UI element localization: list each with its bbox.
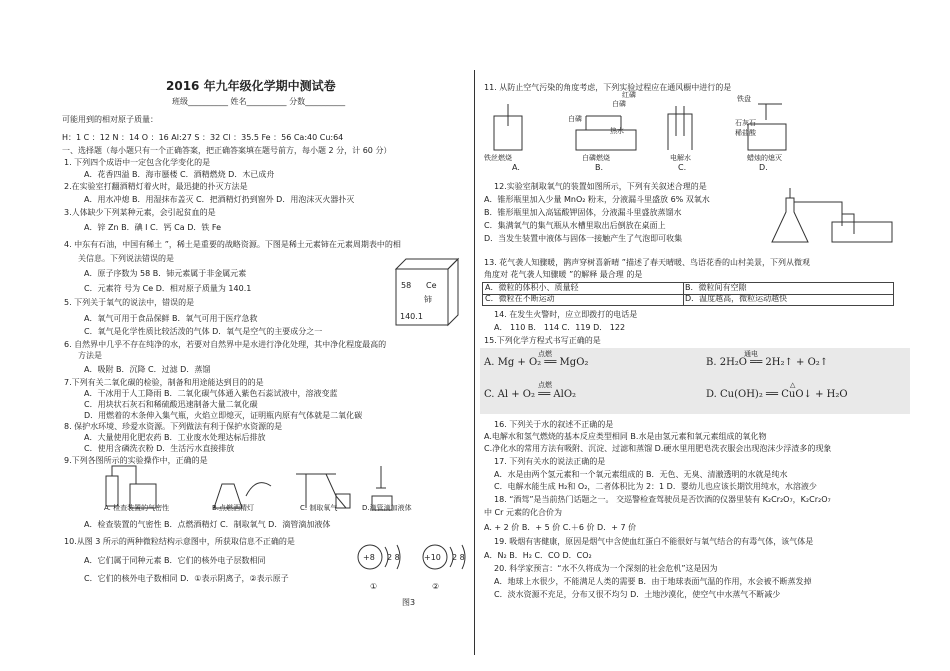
q9-caption-d: D.滴管滴加液体 xyxy=(362,504,412,512)
question-12-option-a: A．锥形瓶里加入少量 MnO₂ 粉末，分液漏斗里盛放 6% 双氧水 xyxy=(484,195,710,204)
question-13: 13. 花气袭人知骤暖，鹊声穿树喜新晴 ”描述了春天晴暖、鸟语花香的山村美景，下列从微观 xyxy=(484,258,810,267)
q13-option-a: A．微粒的体积小、质量轻 xyxy=(485,283,579,292)
q12-oxygen-apparatus xyxy=(762,186,902,246)
q15-condition-d: △ xyxy=(790,381,796,389)
question-19: 19. 吸烟有害健康，原因是烟气中含使血红蛋白不能很好与氧气结合的有毒气体，该气体是 xyxy=(494,537,814,546)
question-8-options-ab: A．大量使用化肥农药 B．工业废水处理达标后排放 xyxy=(84,433,266,442)
question-16: 16. 下列关于水的叙述不正确的是 xyxy=(494,420,614,429)
question-9-options: A．检查装置的气密性 B．点燃酒精灯 C．制取氧气 D．滴管滴加液体 xyxy=(84,520,331,529)
cerium-mass: 140.1 xyxy=(400,312,423,321)
question-12-option-c: C．集满氧气的集气瓶从水槽里取出后倒放在桌面上 xyxy=(484,221,666,230)
figure-3-label: 图3 xyxy=(402,598,416,607)
q11-label-d: D. xyxy=(759,163,768,172)
q9-caption-c: C. 制取氧气 xyxy=(300,504,338,512)
question-16-options-cd: C.净化水的常用方法有吸附、沉淀、过滤和蒸馏 D.硬水里用肥皂洗衣服会出现泡沫少浮渣多的现象 xyxy=(484,444,832,453)
q11-label-c: C. xyxy=(678,163,687,172)
atomic-masses: H：1 C ：12 N ：14 O ：16 Al:27 S ：32 Cl ：35.5 Fe ：56 Ca:40 Cu:64 xyxy=(62,133,344,142)
q11-tag-iron-tray: 铁盘 xyxy=(737,95,751,103)
q15-equation-d: D. Cu(OH)₂ ══ CuO↓ + H₂O xyxy=(706,389,848,400)
q11-caption-c: 电解水 xyxy=(670,154,691,162)
question-12: 12.实验室制取氧气的装置如图所示，下列有关叙述合理的是 xyxy=(494,182,707,191)
q13-option-c: C．微粒在不断运动 xyxy=(485,294,555,303)
question-8-options-cd: C．使用含磷洗衣粉 D．生活污水直接排放 xyxy=(84,444,235,453)
cerium-symbol: Ce xyxy=(426,281,437,290)
q11-caption-d: 蜡烛的熄灭 xyxy=(747,154,782,162)
q15-condition-a: 点燃 xyxy=(538,350,552,358)
question-4-cont: 关信息。下列说法错误的是 xyxy=(78,254,174,263)
question-10-options-cd: C．它们的核外电子数相同 D．①表示阴离子，②表示原子 xyxy=(84,574,289,583)
question-13-cont: 角度对 花气袭人知骤暖 ”的解释 最合理 的是 xyxy=(484,270,643,279)
question-18-cont: 中 Cr 元素的化合价为 xyxy=(484,508,562,517)
question-17-options-ab: A．水是由两个氢元素和一个氧元素组成的 B．无色、无臭、清澈透明的水就是纯水 xyxy=(494,470,788,479)
q11-apparatus-figures xyxy=(486,96,806,156)
q15-equation-a: A. Mg + O₂ ══ MgO₂ xyxy=(484,357,589,368)
question-3-options: A．锌 Zn B．碘 I C．钙 Ca D．铁 Fe xyxy=(84,223,221,232)
section-1-heading: 一、选择题（每小题只有一个正确答案，把正确答案填在题号前方，每小题 2 分，计 60 分） xyxy=(62,146,392,155)
q15-condition-c: 点燃 xyxy=(538,381,552,389)
question-16-options-ab: A.电解水和氢气燃烧的基本反应类型相同 B.水是由氢元素和氧元素组成的氧化物 xyxy=(484,432,767,441)
q15-condition-b: 通电 xyxy=(744,350,758,358)
question-7: 7.下列有关二氧化碳的检验，制备和用途能达到目的的是 xyxy=(64,378,264,387)
question-20-options-ab: A．地球上水很少，不能满足人类的需要 B．由于地球表面气温的作用，水会被不断蒸发掉 xyxy=(494,577,812,586)
header-fields: 班级__________ 姓名__________ 分数__________ xyxy=(172,97,346,106)
question-4-options-ab: A．原子序数为 58 B．铈元素属于非金属元素 xyxy=(84,269,247,278)
question-6-cont: 方法是 xyxy=(78,351,102,360)
q11-tag-phosphorus-red: 红磷 xyxy=(622,91,636,99)
question-18-options: A. + 2 价 B．+ 5 价 C.＋6 价 D．+ 7 价 xyxy=(484,523,637,532)
question-14: 14. 在发生火警时，应立即拨打的电话是 xyxy=(494,310,638,319)
question-18: 18. “酒驾”是当前热门话题之一。 交巡警检查驾驶员是否饮酒的仪器里装有 K₂Cr₂O₇，K₂Cr₂O₇ xyxy=(494,495,831,504)
question-4-options-cd: C．元素符 号为 Ce D．相对原子质量为 140.1 xyxy=(84,284,252,293)
question-20: 20. 科学家预言：“水不久将成为一个深刻的社会危机”这是因为 xyxy=(494,564,718,573)
page-title: 2016 年九年级化学期中测试卷 xyxy=(166,79,336,93)
cerium-number: 58 xyxy=(401,281,412,290)
atomic-masses-intro: 可能用到的相对原子质量： xyxy=(62,115,158,124)
question-11: 11. 从防止空气污染的角度考虑，下列实验过程应在通风橱中进行的是 xyxy=(484,83,732,92)
atom-1-shells: 2 8 xyxy=(387,553,400,562)
question-2-options: A．用水冲熄 B．用湿抹布盖灭 C．把酒精灯扔到窗外 D．用泡沫灭火器扑灭 xyxy=(84,195,355,204)
question-5: 5. 下列关于氧气的说法中，错误的是 xyxy=(64,298,195,307)
question-17-options-cd: C．电解水能生成 H₂和 O₂，二者体积比为 2：1 D．婴幼儿也应该长期饮用纯水，水溶液少 xyxy=(494,482,817,491)
question-1-options: A．花香四溢 B．海市蜃楼 C．酒精燃烧 D．木已成舟 xyxy=(84,170,275,179)
question-5-options-ab: A．氧气可用于食品保鲜 B．氧气可用于医疗急救 xyxy=(84,314,258,323)
question-10: 10.从图 3 所示的两种微粒结构示意图中，所获取信息不正确的是 xyxy=(64,537,295,546)
q11-tag-phosphorus-white: 白磷 xyxy=(612,100,626,108)
question-2: 2.在实验室打翻酒精灯着火时，最迅捷的扑灭方法是 xyxy=(64,182,248,191)
q13-option-d: D．温度越高，微粒运动越快 xyxy=(685,294,788,303)
question-20-options-cd: C．淡水资源不充足，分布又很不均匀 D．土地沙漠化，使空气中水蒸气不断减少 xyxy=(494,590,781,599)
question-10-options-ab: A．它们属于同种元素 B．它们的核外电子层数相同 xyxy=(84,556,266,565)
question-17: 17. 下列有关水的说法正确的是 xyxy=(494,457,606,466)
question-3: 3.人体缺少下列某种元素，会引起贫血的是 xyxy=(64,208,216,217)
q15-equation-b: B. 2H₂O ══ 2H₂↑ + O₂↑ xyxy=(706,357,829,368)
atom-1-label: ① xyxy=(370,582,378,591)
q11-label-b: B. xyxy=(595,163,604,172)
question-14-options: A． 110 B． 114 C．119 D． 122 xyxy=(494,323,626,332)
q11-caption-a: 铁丝燃烧 xyxy=(484,154,512,162)
question-7-option-c: C．用块状石灰石和稀硫酸迅速制备大量二氧化碳 xyxy=(84,400,258,409)
question-12-option-d: D．当发生装置中液体与固体一接触产生了气泡即可收集 xyxy=(484,234,683,243)
atom-2-shells: 2 8 xyxy=(452,553,465,562)
cerium-name: 铈 xyxy=(424,295,432,304)
q9-caption-b: B.点燃酒精灯 xyxy=(212,504,255,512)
atom-1-nucleus: +8 xyxy=(363,553,375,562)
question-19-options: A．N₂ B．H₂ C．CO D．CO₂ xyxy=(484,551,592,560)
question-6-options: A．吸附 B．沉降 C．过滤 D．蒸馏 xyxy=(84,365,211,374)
question-4: 4. 中东有石油，中国有稀土 ”，稀土是重要的战略资源。下图是稀土元素铈在元素周期表中的相 xyxy=(64,240,401,249)
q11-caption-b: 白磷燃烧 xyxy=(582,154,610,162)
q15-equation-c: C. Al + O₂ ══ AlO₂ xyxy=(484,389,577,400)
question-12-option-b: B．锥形瓶里加入高锰酸钾固体，分液漏斗里盛放蒸馏水 xyxy=(484,208,682,217)
atom-2-nucleus: +10 xyxy=(424,553,441,562)
q11-label-a: A. xyxy=(512,163,520,172)
question-8: 8. 保护水环境、珍爱水资源。下列做法有利于保护水资源的是 xyxy=(64,422,283,431)
question-7-option-d: D．用燃着的木条伸入集气瓶，火焰立即熄灭，证明瓶内原有气体就是二氧化碳 xyxy=(84,411,363,420)
q11-tag-limestone: 石灰石 xyxy=(735,119,756,127)
question-15: 15.下列化学方程式书写正确的是 xyxy=(484,336,601,345)
q11-tag-hydrochloric: 稀盐酸 xyxy=(735,129,756,137)
q9-caption-a: A. 检查装置的气密性 xyxy=(104,504,170,512)
question-5-options-cd: C．氧气是化学性质比较活泼的气体 D．氧气是空气的主要成分之一 xyxy=(84,327,323,336)
question-9: 9.下列各图所示的实验操作中，正确的是 xyxy=(64,456,208,465)
q11-tag-phosphorus-white-2: 白磷 xyxy=(568,115,582,123)
q11-tag-hot-water: 热水 xyxy=(610,127,624,135)
question-6: 6. 自然界中几乎不存在纯净的水，若要对自然界中是水进行净化处理，其中净化程度最高的 xyxy=(64,340,387,349)
q13-option-b: B．微粒间有空隙 xyxy=(685,283,747,292)
question-1: 1. 下列四个成语中一定包含化学变化的是 xyxy=(64,158,211,167)
atom-2-label: ② xyxy=(432,582,440,591)
question-7-option-ab: A．干冰用于人工降雨 B．二氧化碳气体通入紫色石蕊试液中，溶液变蓝 xyxy=(84,389,338,398)
